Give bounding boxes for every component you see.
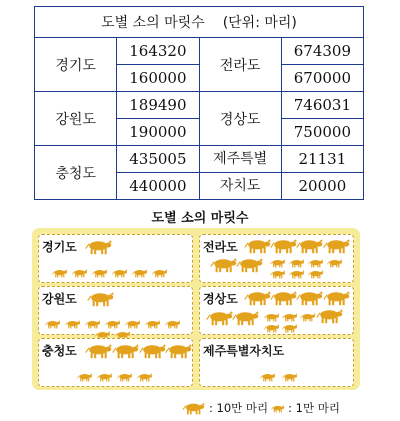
region-gangwon: 강원도	[35, 92, 117, 146]
pictograph-cell-jeolla	[199, 234, 354, 283]
cow-large-icon	[182, 401, 206, 415]
legend-big-label: : 10만 마리	[209, 401, 269, 415]
cow-large-icon	[112, 342, 140, 363]
cow-large-icon	[270, 289, 298, 310]
cow-small-icon	[52, 263, 68, 282]
cow-large-icon	[270, 237, 298, 258]
cow-large-icon	[87, 290, 115, 311]
cell-label: 제주특별자치도	[203, 344, 285, 358]
region-gyeongsang: 경상도	[199, 92, 281, 146]
cow-small-icon	[92, 263, 108, 282]
cow-small-icon	[264, 307, 280, 326]
cow-small-icon	[152, 263, 168, 282]
table-unit: (단위: 마리)	[222, 15, 297, 31]
pictograph-title: 도별 소의 마릿수	[151, 211, 249, 226]
cow-small-icon	[125, 314, 141, 333]
cow-small-icon	[282, 307, 298, 326]
jeju-rounded: 20000	[281, 173, 363, 200]
cow-large-icon	[236, 256, 264, 277]
cow-small-icon	[270, 253, 286, 272]
cow-small-icon	[289, 253, 305, 272]
cow-small-icon	[264, 318, 280, 337]
jeolla-rounded: 670000	[281, 65, 363, 92]
livestock-table	[34, 6, 364, 200]
cell-label: 강원도	[42, 292, 77, 306]
cow-small-icon	[282, 318, 298, 337]
cow-large-icon	[232, 309, 260, 330]
table-title: 도별 소의 마릿수	[101, 15, 205, 31]
cell-label: 전라도	[203, 240, 238, 254]
cow-large-icon	[85, 238, 113, 259]
cow-small-icon	[260, 367, 276, 386]
region-jeju-line2: 자치도	[199, 173, 281, 200]
cow-large-icon	[85, 342, 113, 363]
cow-large-icon	[210, 256, 238, 277]
gangwon-actual: 189490	[117, 92, 199, 119]
cow-small-icon	[97, 367, 113, 386]
cow-large-icon	[296, 289, 324, 310]
cow-small-icon	[308, 264, 324, 283]
pictograph-cell-gyeonggi	[38, 234, 193, 283]
cell-label: 경상도	[203, 292, 238, 306]
pictograph-cell-gangwon	[38, 286, 193, 335]
cow-small-icon	[77, 367, 93, 386]
region-chungcheong: 충청도	[35, 146, 117, 200]
region-jeolla: 전라도	[199, 38, 281, 92]
cow-small-icon	[105, 314, 121, 333]
cell-label: 경기도	[42, 240, 77, 254]
cow-large-icon	[323, 237, 351, 258]
chungcheong-rounded: 440000	[117, 173, 199, 200]
legend	[182, 400, 340, 416]
region-jeju-line1: 제주특별	[199, 146, 281, 173]
cell-label: 충청도	[42, 344, 77, 358]
gyeongsang-rounded: 750000	[281, 119, 363, 146]
cow-small-icon	[327, 253, 343, 272]
cow-small-icon	[300, 307, 316, 326]
cow-large-icon	[296, 237, 324, 258]
cow-small-icon	[289, 264, 305, 283]
cow-small-icon	[271, 404, 285, 413]
cow-small-icon	[72, 263, 88, 282]
pictograph-cell-chungcheong	[38, 338, 193, 387]
cow-small-icon	[270, 264, 286, 283]
cow-small-icon	[45, 314, 61, 333]
cow-large-icon	[323, 289, 351, 310]
legend-small-label: : 1만 마리	[288, 401, 340, 415]
cow-small-icon	[117, 367, 133, 386]
cow-large-icon	[244, 289, 272, 310]
gyeonggi-rounded: 160000	[117, 65, 199, 92]
table-title-cell	[35, 7, 364, 38]
cow-small-icon	[132, 263, 148, 282]
cow-small-icon	[137, 367, 153, 386]
cow-large-icon	[165, 342, 193, 363]
cow-large-icon	[139, 342, 167, 363]
cow-small-icon	[112, 263, 128, 282]
jeju-actual: 21131	[281, 146, 363, 173]
cow-small-icon	[85, 314, 101, 333]
cow-small-icon	[65, 314, 81, 333]
cow-small-icon	[165, 314, 181, 333]
cow-large-icon	[244, 237, 272, 258]
cow-small-icon	[282, 367, 298, 386]
gangwon-rounded: 190000	[117, 119, 199, 146]
jeolla-actual: 674309	[281, 38, 363, 65]
cow-large-icon	[316, 307, 344, 328]
chungcheong-actual: 435005	[117, 146, 199, 173]
pictograph-cell-jeju	[199, 338, 354, 387]
pictograph-frame	[32, 228, 360, 390]
cow-small-icon	[145, 314, 161, 333]
gyeonggi-actual: 164320	[117, 38, 199, 65]
cow-small-icon	[308, 253, 324, 272]
region-gyeonggi: 경기도	[35, 38, 117, 92]
gyeongsang-actual: 746031	[281, 92, 363, 119]
pictograph-cell-gyeongsang	[199, 286, 354, 335]
cow-large-icon	[206, 309, 234, 330]
